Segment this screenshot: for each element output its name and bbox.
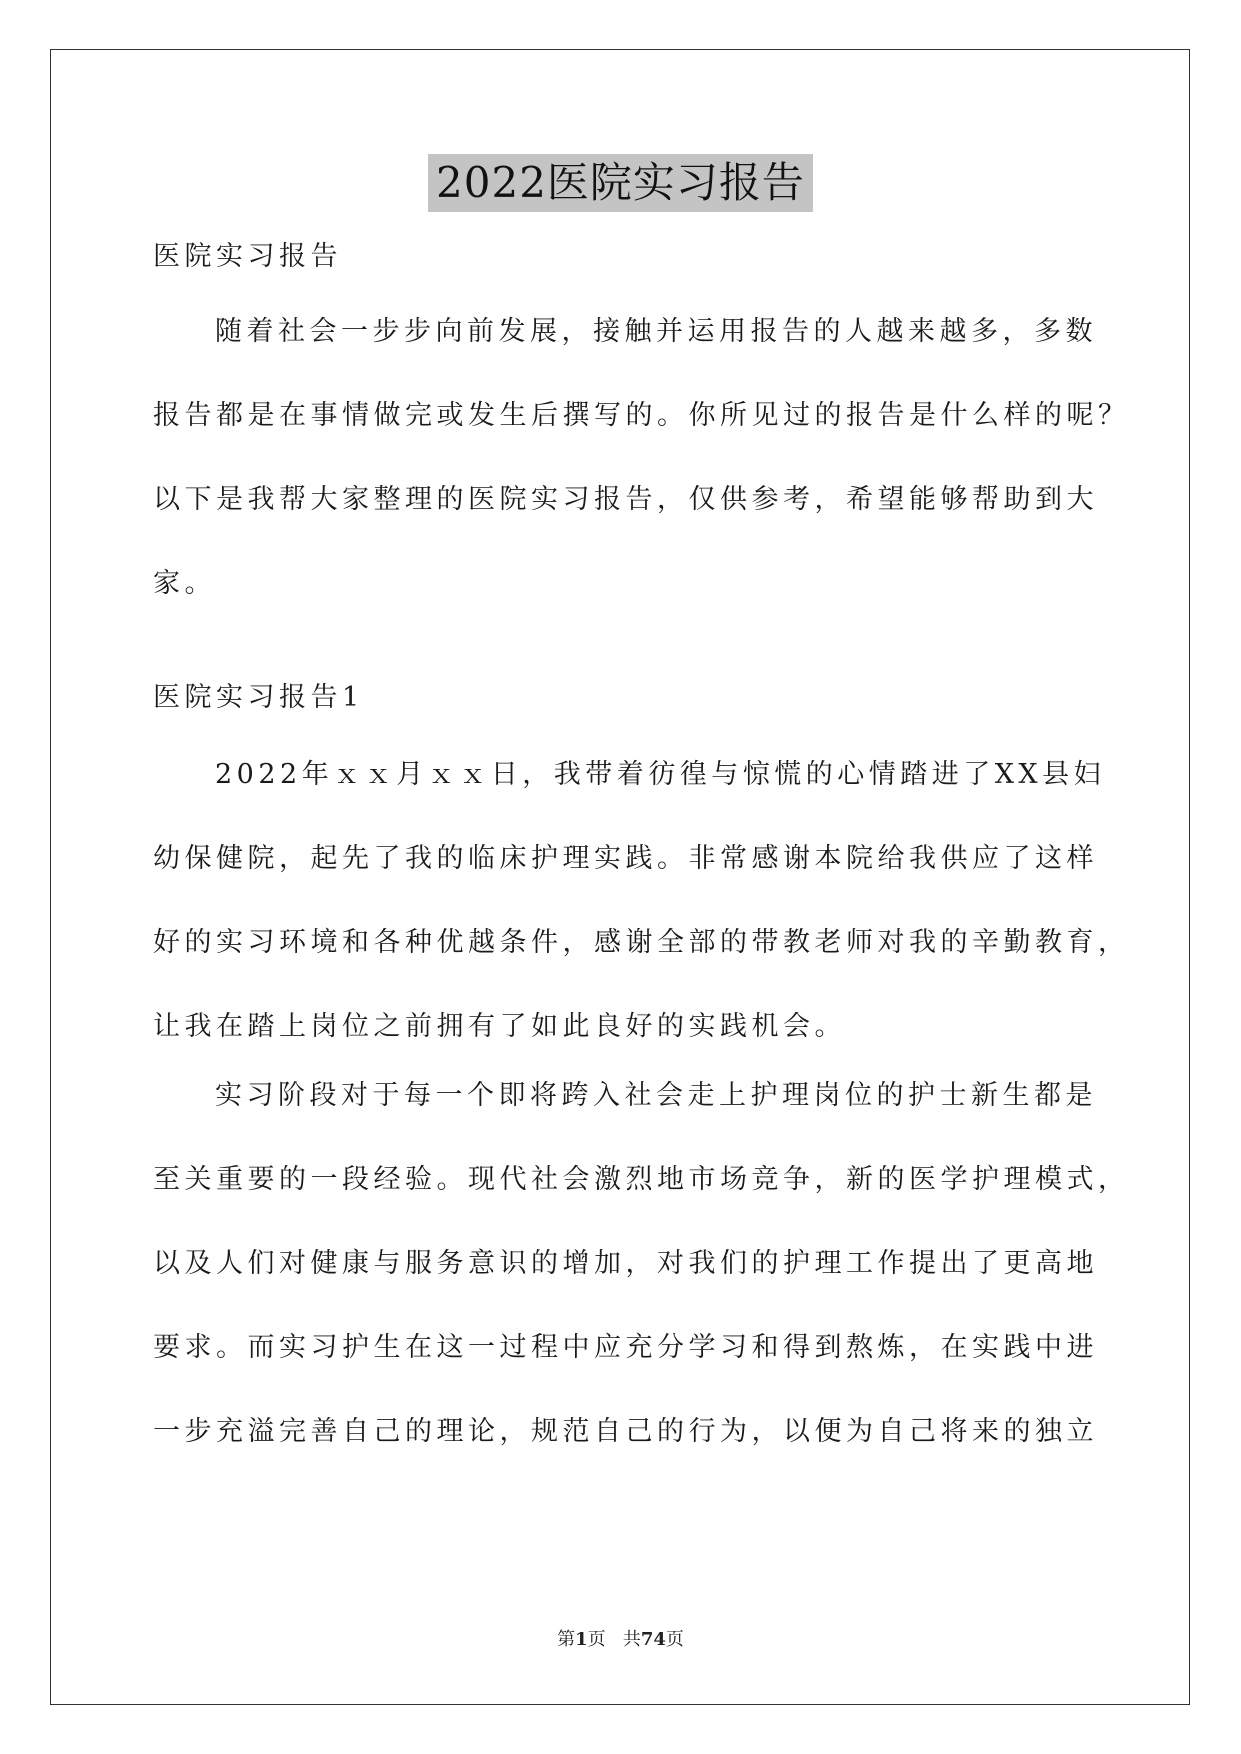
paragraph-line: 以及人们对健康与服务意识的增加，对我们的护理工作提出了更高地 <box>153 1248 1098 1279</box>
intro-heading: 医院实习报告 <box>153 241 342 272</box>
total-suffix: 页 <box>665 1629 684 1650</box>
page-footer <box>0 1625 1241 1651</box>
intro-paragraph <box>153 290 1130 626</box>
page-prefix: 第 <box>557 1629 576 1650</box>
document-title-text: 2022医院实习报告 <box>428 154 813 212</box>
paragraph-line: 好的实习环境和各种优越条件，感谢全部的带教老师对我的辛勤教育， <box>153 927 1130 958</box>
paragraph-line: 实习阶段对于每一个即将跨入社会走上护理岗位的护士新生都是 <box>215 1080 1097 1111</box>
paragraph-line: 要求。而实习护生在这一过程中应充分学习和得到熬炼，在实践中进 <box>153 1332 1098 1363</box>
total-prefix: 共 <box>622 1629 641 1650</box>
intro-line: 以下是我帮大家整理的医院实习报告，仅供参考，希望能够帮助到大 <box>153 484 1098 515</box>
paragraph-line: 2022年ｘｘ月ｘｘ日，我带着彷徨与惊慌的心情踏进了XX县妇 <box>215 759 1106 790</box>
paragraph-1 <box>153 733 1130 1069</box>
intro-line: 随着社会一步步向前发展，接触并运用报告的人越来越多，多数 <box>215 316 1097 347</box>
paragraph-line: 至关重要的一段经验。现代社会激烈地市场竞争，新的医学护理模式， <box>153 1164 1130 1195</box>
total-pages: 74 <box>640 1629 666 1650</box>
section-heading: 医院实习报告1 <box>153 682 364 713</box>
paragraph-2 <box>153 1054 1130 1474</box>
paragraph-line: 一步充溢完善自己的理论，规范自己的行为，以便为自己将来的独立 <box>153 1416 1098 1447</box>
document-title <box>0 154 1241 212</box>
page-suffix: 页 <box>587 1629 606 1650</box>
paragraph-line: 幼保健院，起先了我的临床护理实践。非常感谢本院给我供应了这样 <box>153 843 1098 874</box>
paragraph-line: 让我在踏上岗位之前拥有了如此良好的实践机会。 <box>153 1011 846 1042</box>
intro-line: 家。 <box>153 568 216 599</box>
intro-line: 报告都是在事情做完或发生后撰写的。你所见过的报告是什么样的呢？ <box>153 400 1130 431</box>
page-number: 1 <box>575 1629 588 1650</box>
